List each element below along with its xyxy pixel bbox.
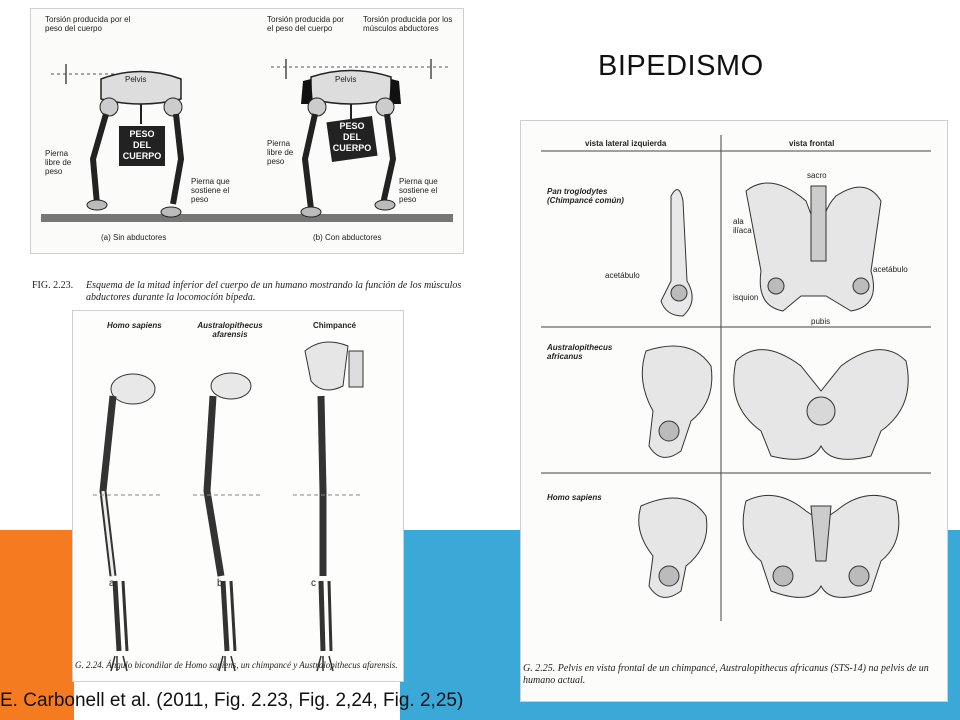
col-australopithecus: Australopithecus afarensis xyxy=(197,321,263,339)
label-support-leg-left: Pierna que sostiene el peso xyxy=(191,177,230,204)
label-free-leg-right: Pierna libre de peso xyxy=(267,139,294,166)
col-homo-sapiens: Homo sapiens xyxy=(107,321,162,330)
caption-2-25: G. 2.25. Pelvis en vista frontal de un chimpancé, Australopithecus africanus (STS-14) na pelvis de un humano actual. xyxy=(523,663,929,686)
caption-2-23: Esquema de la mitad inferior del cuerpo de un humano mostrando la función de los músculos abductores durante la locomoción bípeda. xyxy=(86,280,462,303)
letter-a: a xyxy=(109,578,115,589)
label-ala: ala ilíaca xyxy=(733,217,752,235)
label-acetabulo-left: acetábulo xyxy=(605,271,640,280)
label-torsion-body-right: Torsión producida por el peso del cuerpo xyxy=(267,15,344,33)
row-homo: Homo sapiens xyxy=(547,493,602,502)
subtitle-a: (a) Sin abductores xyxy=(101,233,167,242)
abductor-diagram xyxy=(31,9,463,253)
letter-b: b xyxy=(217,578,223,589)
label-support-leg-right: Pierna que sostiene el peso xyxy=(399,177,438,204)
label-torsion-muscle: Torsión producida por los músculos abductores xyxy=(363,15,453,33)
label-pubis: pubis xyxy=(811,317,831,326)
figure-2-23 xyxy=(30,8,464,254)
label-weight-right: PESO DEL CUERPO xyxy=(332,121,372,153)
letter-c: c xyxy=(311,578,316,589)
subtitle-b: (b) Con abductores xyxy=(313,233,382,242)
header-lateral: vista lateral izquierda xyxy=(585,139,667,148)
label-pelvis-left: Pelvis xyxy=(125,75,147,84)
label-weight-left: PESO DEL CUERPO xyxy=(122,129,162,161)
row-australopithecus: Australopithecus africanus xyxy=(547,343,613,361)
label-sacro: sacro xyxy=(807,171,827,180)
label-torsion-left: Torsión producida por el peso del cuerpo xyxy=(45,15,131,33)
femur-comparison xyxy=(73,311,403,681)
header-frontal: vista frontal xyxy=(789,139,835,148)
col-chimp: Chimpancé xyxy=(313,321,357,330)
caption-2-24: G. 2.24. Ángulo bicondilar de Homo sapiens, un chimpancé y Australopithecus afarensis. xyxy=(75,660,398,670)
row-pan: Pan troglodytes (Chimpancé común) xyxy=(547,187,624,205)
figure-2-25 xyxy=(520,120,948,702)
citation: E. Carbonell et al. (2011, Fig. 2.23, Fig. 2,24, Fig. 2,25) xyxy=(0,690,464,711)
label-isquion: isquion xyxy=(733,293,759,302)
figure-2-24 xyxy=(72,310,404,682)
label-pelvis-right: Pelvis xyxy=(335,75,357,84)
caption-2-23-num: FIG. 2.23. xyxy=(32,280,74,291)
label-free-leg-left: Pierna libre de peso xyxy=(45,149,72,176)
label-acetabulo-right: acetábulo xyxy=(873,265,908,274)
slide-title: BIPEDISMO xyxy=(598,50,764,82)
